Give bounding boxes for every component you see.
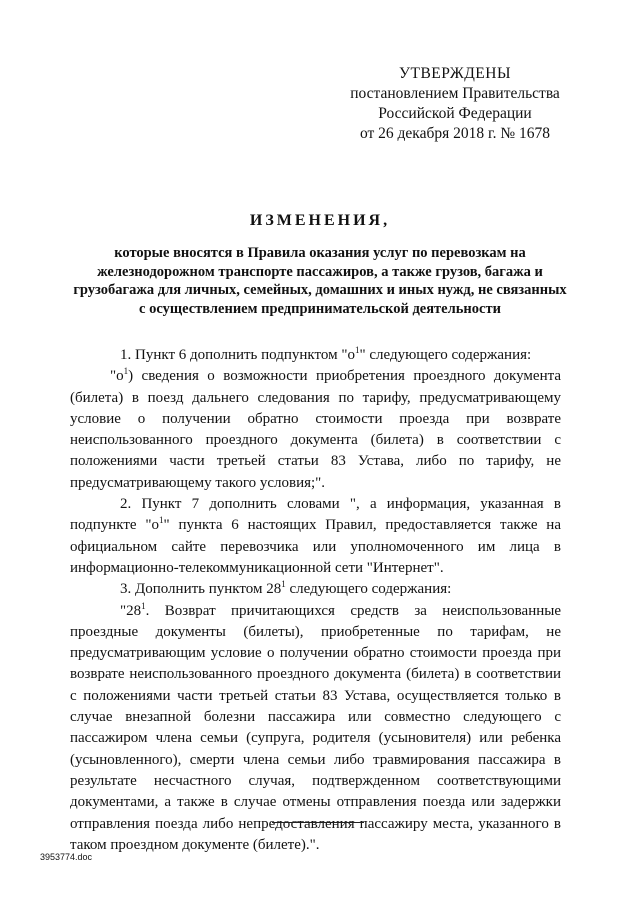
approval-line-country: Российской Федерации bbox=[378, 105, 532, 122]
item-2 bbox=[70, 494, 561, 579]
document-body bbox=[70, 345, 561, 856]
item-3-quote-text-a: "28 bbox=[120, 602, 142, 619]
footer-doc-code: 3953774.doc bbox=[40, 852, 93, 862]
item-1-quote-text-a: "о bbox=[110, 368, 124, 385]
approval-line-date-number: от 26 декабря 2018 г. № 1678 bbox=[359, 125, 551, 142]
item-2-text-a: 2. Пункт 7 дополнить словами ", а информация, указанная в подпункте "о bbox=[70, 496, 561, 534]
item-3-text-b: следующего содержания: bbox=[285, 581, 452, 598]
item-3-quote-superscript: 1 bbox=[141, 600, 146, 611]
item-3-superscript: 1 bbox=[281, 579, 286, 590]
item-3-quote bbox=[70, 601, 561, 857]
item-3 bbox=[70, 579, 561, 600]
title-block bbox=[70, 212, 570, 319]
approval-stamp bbox=[330, 64, 580, 144]
item-1-text-a: 1. Пункт 6 дополнить подпунктом "о bbox=[120, 347, 355, 363]
end-separator-line bbox=[272, 822, 364, 823]
approval-line-resolution: постановлением Правительства bbox=[350, 85, 560, 102]
approval-title: УТВЕРЖДЕНЫ bbox=[399, 65, 511, 82]
document-subheading: которые вносятся в Правила оказания услуг по перевозкам на железнодорожном транспорте пассажиров, а также грузов, багажа и грузобагажа для личных, семейных, домашних и иных нужд, не связанных с осуществлением предпринимательской деятельности bbox=[73, 245, 567, 318]
item-1 bbox=[70, 345, 561, 366]
item-1-quote-superscript: 1 bbox=[123, 366, 129, 377]
item-1-quote-text-b: ) сведения о возможности приобретения проездного документа (билета) в поезд дальнего следования по тарифу, предусматривающему условие о получении обратно стоимости проезда при возврате неиспользованного проездного документа (билета) в соответствии с положениями части третьей статьи 83 Устава, либо по тарифу, не предусматривающему такого условия;". bbox=[70, 368, 561, 491]
item-2-superscript: 1 bbox=[159, 515, 164, 526]
document-heading: ИЗМЕНЕНИЯ, bbox=[249, 212, 391, 229]
item-3-text-a: 3. Дополнить пунктом 28 bbox=[120, 581, 282, 598]
item-3-quote-text-b: . Возврат причитающихся средств за неиспользованные проездные документы (билеты), приобретенные по тарифам, не предусматривающим условие о получении обратно стоимости проезда при возврате неиспользованного проездного документа (билета) в соответствии с положениями части третьей статьи 83 Устава, осуществляется только в случае внезапной болезни пассажира или совместно следующего с пассажиром члена семьи (супруга, родителя (усыновителя) или ребенка (усыновленного), смерти члена семьи либо травмирования пассажира в результате несчастного случая, подтвержденном соответствующими документами, а также в случае отмены отправления поезда или задержки отправления поезда либо непредоставления пассажиру места, указанного в таком проездном документе (билете).". bbox=[70, 602, 561, 853]
item-1-quote bbox=[70, 366, 561, 494]
item-2-text-b: " пункта 6 настоящих Правил, предоставляется также на официальном сайте перевозчика или уполномоченного им лица в информационно-телекоммуникационной сети "Интернет". bbox=[70, 517, 561, 576]
item-1-superscript: 1 bbox=[354, 345, 360, 355]
item-1-text-b: " следующего содержания: bbox=[359, 347, 532, 363]
